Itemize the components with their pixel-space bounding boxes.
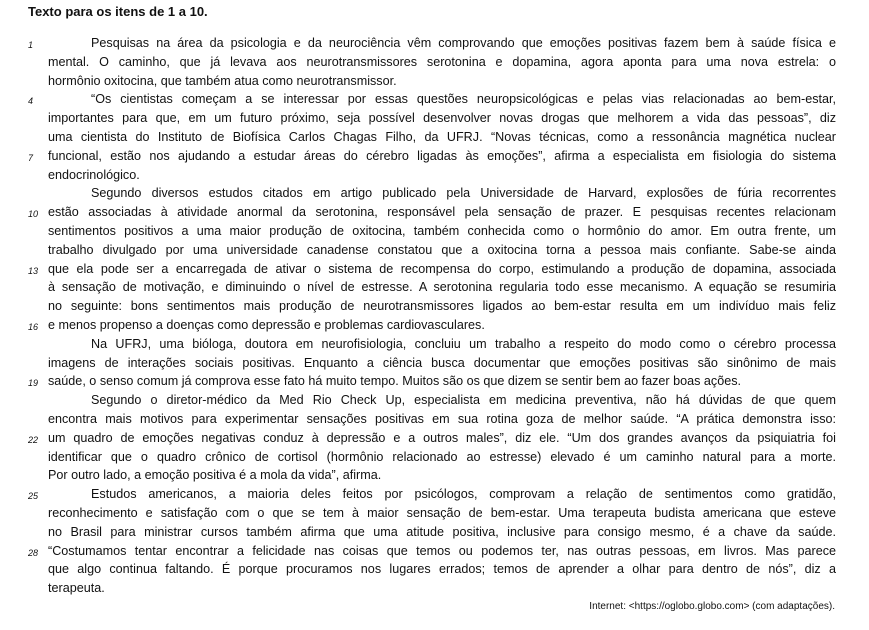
line-number: 1 — [28, 40, 34, 50]
line-number: 25 — [28, 491, 39, 502]
text-line: no seguinte: bons sentimentos mais produção de neurotransmissores ligados ao bem-estar resulta em um indivíduo mais feliz — [48, 299, 836, 314]
line-number: 13 — [28, 265, 39, 276]
text-line: Por outro lado, a emoção positiva é a mola da vida”, afirma. — [48, 468, 382, 483]
line-number: 4 — [28, 96, 34, 107]
text-line: estão associadas à atividade anormal da serotonina, responsável pela sensação de prazer. E pesquisas recentes relacionam — [48, 205, 836, 220]
line-number: 28 — [28, 547, 39, 558]
text-line: funcional, estão nos ajudando a estudar áreas do cérebro ligadas às emoções”, afirma a especialista em fisiologia do sistema — [48, 148, 836, 163]
line-number: 10 — [28, 209, 39, 220]
text-line: e menos propenso a doenças como depressão e problemas cardiovasculares. — [48, 318, 485, 332]
text-line: Segundo o diretor-médico da Med Rio Check Up, especialista em medicina preventiva, não há dúvidas de que quem — [91, 393, 836, 408]
text-line: hormônio oxitocina, que também atua como neurotransmissor. — [48, 73, 397, 88]
line-number: 19 — [28, 378, 39, 389]
text-line: endocrinológico. — [48, 167, 140, 182]
line-number: 16 — [28, 322, 39, 332]
text-line: no Brasil para ministrar cursos também afirma que uma atitude positiva, inclusive para consigo mesmo, é a chave da saúde. — [48, 524, 836, 539]
text-line: Estudos americanos, a maioria deles feitos por psicólogos, comprovam a relação de sentimentos como gratidão, — [91, 487, 836, 502]
text-line: sentimentos positivos a uma maior produção de oxitocina, também conhecida como o hormônio do amor. Em outra frente, um — [48, 224, 836, 238]
text-line: Pesquisas na área da psicologia e da neurociência vêm comprovando que emoções positivas fazem bem à saúde física e — [91, 36, 836, 50]
source-citation: Internet: <https://oglobo.globo.com> (com adaptações). — [589, 601, 835, 612]
text-line: trabalho divulgado por uma universidade canadense constatou que a oxitocina torna a pessoa mais confiante. Sabe-se ainda — [48, 242, 836, 257]
line-number: 7 — [28, 152, 34, 163]
text-line: imagens de interações sociais positivas. Enquanto a ciência busca documentar que emoções positivas são sinônimo de mais — [48, 355, 836, 370]
text-line: encontra mais motivos para experimentar sensações positivas em sua rotina goza de melhor saúde. “A prática demonstra isso: — [48, 412, 836, 426]
text-heading: Texto para os itens de 1 a 10. — [28, 4, 208, 19]
line-number: 22 — [28, 434, 39, 445]
text-line: saúde, o senso comum já comprova esse fato há muito tempo. Muitos são os que dizem se sentir bem ao fazer boas ações. — [48, 374, 742, 389]
text-line: uma cientista do Instituto de Biofísica Carlos Chagas Filho, da UFRJ. “Novas técnicas, como a ressonância magnética nuclear — [48, 130, 836, 144]
text-line: Segundo diversos estudos citados em artigo publicado pela Universidade de Harvard, explosões de fúria recorrentes — [91, 186, 836, 201]
text-line: “Os cientistas começam a se interessar por essas questões neuropsicológicas e pelas vias relacionadas ao bem-estar, — [91, 92, 836, 107]
text-line: importantes para que, em um futuro próximo, seja possível desenvolver novas drogas que melhorem a vida das pessoas”, diz — [48, 111, 836, 126]
text-line: um quadro de emoções negativas conduz à depressão e a outros males”, diz ele. “Um dos grandes avanços da psiquiatria foi — [48, 430, 836, 445]
text-line: reconhecimento e satisfação com o que se tem à maior sensação de bem-estar. Uma terapeuta budista americana que esteve — [48, 506, 836, 520]
text-line: à sensação de motivação, e diminuindo o nível de estresse. A serotonina regularia todo esse mecanismo. A equação se resumiria — [48, 280, 836, 295]
text-line: que algo continua faltando. É porque procuramos nos lugares errados; temos de aprender a olhar para dentro de nós”, diz a — [48, 562, 836, 577]
text-line: Na UFRJ, uma bióloga, doutora em neurofisiologia, concluiu um trabalho a respeito do modo como o cérebro processa — [91, 336, 836, 351]
text-line: mental. O caminho, que já levava aos neurotransmissores serotonina e dopamina, agora aponta para uma nova estrela: o — [48, 54, 836, 69]
text-line: identificar que o quadro crônico de cortisol (hormônio relacionado ao estresse) elevado é um caminho natural para a morte. — [48, 449, 836, 464]
text-line: terapeuta. — [48, 581, 105, 596]
text-line: que ela pode ser a encarregada de ativar o sistema de recompensa do corpo, estimulando a produção de dopamina, associada — [48, 261, 836, 276]
text-line: “Costumamos tentar encontrar a felicidade nas coisas que temos ou podemos ter, nas outras pessoas, em livros. Mas parece — [48, 543, 836, 558]
